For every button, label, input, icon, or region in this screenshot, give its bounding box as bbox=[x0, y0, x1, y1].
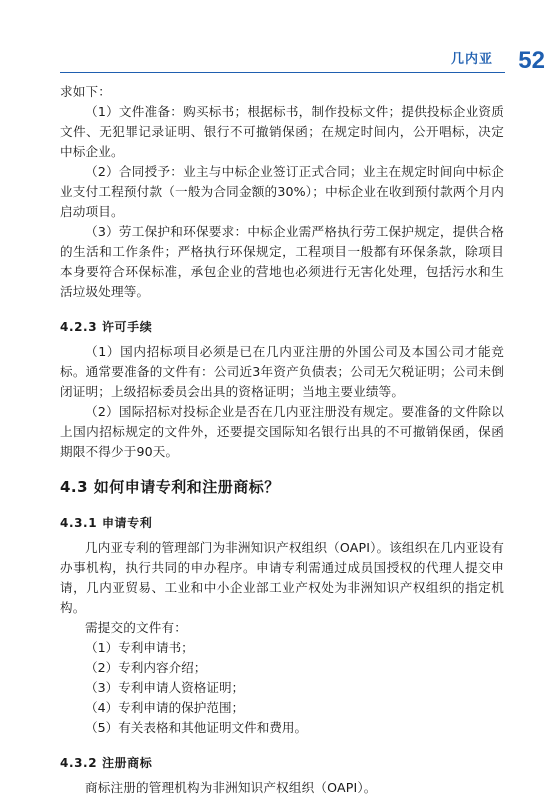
running-title: 几内亚 bbox=[450, 52, 493, 67]
header-rule bbox=[60, 72, 505, 73]
heading-4-2-3: 4.2.3 许可手续 bbox=[60, 320, 153, 334]
list-item: （3）专利申请人资格证明； bbox=[85, 680, 245, 695]
requirement-3: （3）劳工保护和环保要求：中标企业需严格执行劳工保护规定，提供合格的生活和工作条件；严格执行环保规定，工程项目一般都有环保条款，除项目本身要符合环保标准，承包企业的营地也必须进行无害化处理，包括污水和生活垃圾处理等。 bbox=[60, 224, 504, 299]
requirement-2: （2）合同授予：业主与中标企业签订正式合同；业主在规定时间向中标企业支付工程预付款（一般为合同金额的30%）；中标企业在收到预付款两个月内启动项目。 bbox=[60, 164, 504, 219]
requirement-1: （1）文件准备：购买标书；根据标书，制作投标文件；提供投标企业资质文件、无犯罪记录证明、银行不可撤销保函；在规定时间内，公开唱标，决定中标企业。 bbox=[60, 104, 504, 159]
intro-line: 求如下： bbox=[60, 84, 111, 99]
trademark-paragraph: 商标注册的管理机构为非洲知识产权组织（OAPI）。 bbox=[85, 780, 377, 795]
list-item: （5）有关表格和其他证明文件和费用。 bbox=[85, 720, 308, 735]
list-item: （4）专利申请的保护范围； bbox=[85, 700, 245, 715]
patent-paragraph: 几内亚专利的管理部门为非洲知识产权组织（OAPI）。该组织在几内亚设有办事机构，执行共同的申办程序。申请专利需通过成员国授权的代理人提交申请，几内亚贸易、工业和中小企业部工业产权处为非洲知识产权组织的指定机构。 bbox=[60, 540, 504, 615]
permit-2: （2）国际招标对投标企业是否在几内亚注册没有规定。要准备的文件除以上国内招标规定的文件外，还要提交国际知名银行出具的不可撤销保函，保函期限不得少于90天。 bbox=[60, 404, 504, 459]
page-header bbox=[0, 0, 559, 80]
page-body bbox=[60, 82, 504, 798]
page-number: 52 bbox=[518, 47, 545, 74]
permit-1: （1）国内招标项目必须是已在几内亚注册的外国公司及本国公司才能竞标。通常要准备的文件有：公司近3年资产负债表；公司无欠税证明；公司未倒闭证明；上级招标委员会出具的资格证明；当地主要业绩等。 bbox=[60, 344, 504, 399]
list-item: （2）专利内容介绍； bbox=[85, 660, 207, 675]
patent-docs-list bbox=[60, 638, 504, 738]
heading-4-3: 4.3 如何申请专利和注册商标？ bbox=[60, 478, 280, 496]
heading-4-3-2: 4.3.2 注册商标 bbox=[60, 756, 153, 770]
heading-4-3-1: 4.3.1 申请专利 bbox=[60, 516, 153, 530]
list-item: （1）专利申请书； bbox=[85, 640, 194, 655]
patent-docs-intro: 需提交的文件有： bbox=[85, 620, 187, 635]
